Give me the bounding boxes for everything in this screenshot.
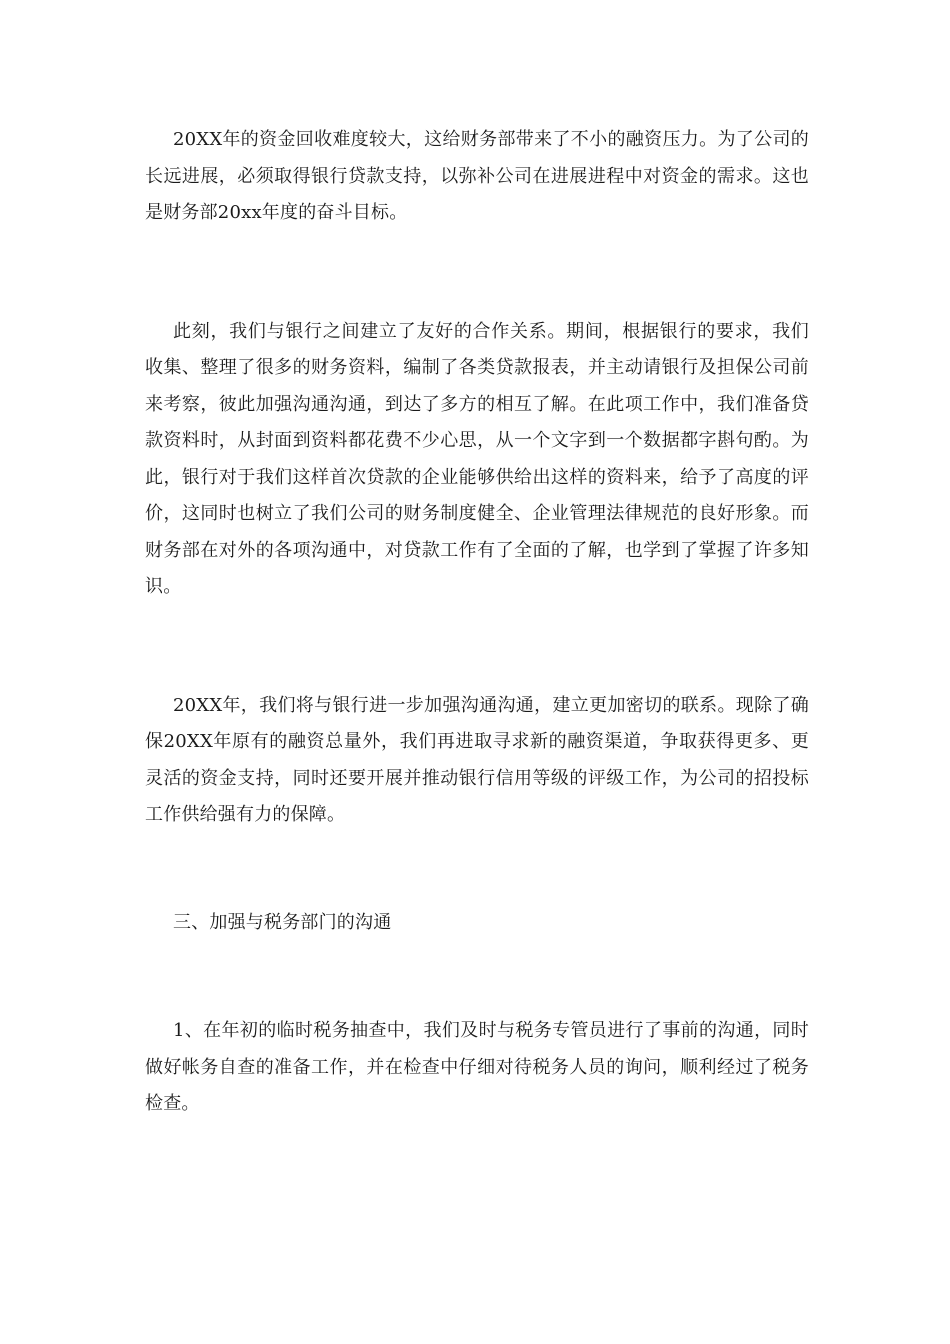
section-heading: 三、加强与税务部门的沟通: [173, 911, 392, 933]
paragraph-tax-inspection: 1、在年初的临时税务抽查中，我们及时与税务专管员进行了事前的沟通，同时做好帐务自查的准备工作，并在检查中仔细对待税务人员的询问，顺利经过了税务检查。: [145, 1020, 809, 1114]
paragraph-spacer: [145, 606, 809, 688]
paragraph-future-plan: 20XX年，我们将与银行进一步加强沟通沟通，建立更加密切的联系。现除了确保20XX年原有的融资总量外，我们再进取寻求新的融资渠道，争取获得更多、更灵活的资金支持，同时还要开展并推动银行信用等级的评级工作，为公司的招投标工作供给强有力的保障。: [145, 694, 809, 825]
paragraph-spacer: [145, 834, 809, 905]
paragraph-bank-cooperation: 此刻，我们与银行之间建立了友好的合作关系。期间，根据银行的要求，我们收集、整理了很多的财务资料，编制了各类贷款报表，并主动请银行及担保公司前来考察，彼此加强沟通沟通，到达了多方的相互了解。在此项工作中，我们准备贷款资料时，从封面到资料都花费不少心思，从一个文字到一个数据都字斟句酌。为此，银行对于我们这样首次贷款的企业能够供给出这样的资料来，给予了高度的评价，这同时也树立了我们公司的财务制度健全、企业管理法律规范的良好形象。而财务部在对外的各项沟通中，对贷款工作有了全面的了解，也学到了掌握了许多知识。: [145, 320, 809, 597]
document-body: [145, 122, 809, 1123]
paragraph-spacer: [145, 232, 809, 314]
paragraph-financing-pressure: 20XX年的资金回收难度较大，这给财务部带来了不小的融资压力。为了公司的长远进展，必须取得银行贷款支持，以弥补公司在进展进程中对资金的需求。这也是财务部20xx年度的奋斗目标。: [145, 129, 809, 223]
paragraph-spacer: [145, 941, 809, 1013]
